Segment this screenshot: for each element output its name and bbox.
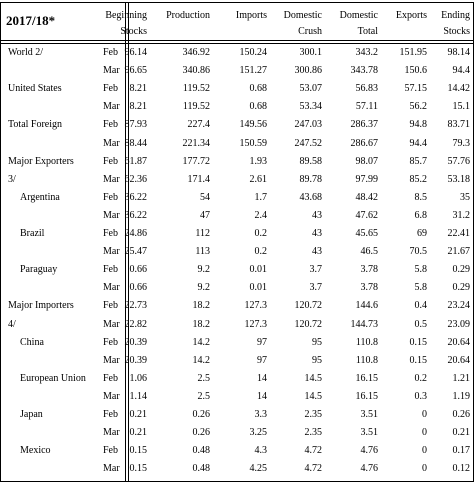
table-cell: 8.21 xyxy=(129,83,147,95)
table-cell: 2.35 xyxy=(304,427,322,439)
table-cell: 43 xyxy=(312,228,322,239)
table-cell: 286.37 xyxy=(350,119,378,131)
table-cell: 14.5 xyxy=(304,372,322,384)
table-cell: 0.12 xyxy=(452,463,470,475)
header-rule-2 xyxy=(0,43,474,44)
table-cell: 2.4 xyxy=(254,209,267,221)
table-cell: 43.68 xyxy=(299,191,322,203)
table-cell: 3.51 xyxy=(360,427,378,439)
table-cell: 5.8 xyxy=(414,282,427,294)
column-header-line1: Imports xyxy=(235,10,267,21)
table-cell: 0.17 xyxy=(452,445,470,457)
table-cell: 1.21 xyxy=(452,372,470,384)
table-cell: 6.8 xyxy=(414,209,427,221)
table-cell: 3.51 xyxy=(360,409,378,420)
table-cell: 97 xyxy=(257,336,267,348)
table-cell: 16.15 xyxy=(355,390,378,402)
table-cell: 45.65 xyxy=(355,228,378,239)
table-cell: 144.73 xyxy=(350,318,378,330)
table-cell: 0.01 xyxy=(249,282,267,294)
column-header-line1: Exports xyxy=(395,10,427,21)
row-month: Feb xyxy=(103,300,118,312)
table-cell: 96.14 xyxy=(124,47,147,58)
table-cell: 110.8 xyxy=(355,354,378,366)
table-cell: 1.14 xyxy=(129,390,147,402)
table-cell: 0.68 xyxy=(249,83,267,95)
table-cell: 0.29 xyxy=(452,264,470,276)
table-cell: 88.44 xyxy=(124,137,147,149)
row-month: Mar xyxy=(103,354,120,366)
row-month: Feb xyxy=(103,228,118,239)
table-cell: 0.66 xyxy=(129,264,147,276)
column-header-line2: Total xyxy=(357,26,378,37)
table-cell: 57.15 xyxy=(404,83,427,95)
row-month: Feb xyxy=(103,409,118,420)
row-label: United States xyxy=(8,83,62,95)
row-label: European Union xyxy=(20,372,86,384)
table-cell: 343.78 xyxy=(350,65,378,77)
row-month: Mar xyxy=(103,173,120,185)
table-cell: 0.5 xyxy=(414,318,427,330)
table-cell: 2.5 xyxy=(197,372,210,384)
row-label: Mexico xyxy=(20,445,51,457)
table-cell: 150.59 xyxy=(239,137,267,149)
table-cell: 0.26 xyxy=(452,409,470,420)
table-cell: 149.56 xyxy=(239,119,267,131)
table-cell: 53.07 xyxy=(299,83,322,95)
table-cell: 3.25 xyxy=(249,427,267,439)
row-label: 4/ xyxy=(8,318,16,330)
table-cell: 0.4 xyxy=(414,300,427,312)
table-cell: 21.67 xyxy=(447,246,470,258)
header-rule-1 xyxy=(0,40,474,41)
column-header-line1: Domestic xyxy=(283,10,322,21)
row-month: Feb xyxy=(103,119,118,131)
column-header-line2: Crush xyxy=(298,26,322,37)
row-month: Feb xyxy=(103,372,118,384)
table-cell: 300.1 xyxy=(299,47,322,58)
table-cell: 221.34 xyxy=(182,137,210,149)
table-cell: 0 xyxy=(422,463,427,475)
table-cell: 56.2 xyxy=(409,101,427,113)
row-month: Mar xyxy=(103,65,120,77)
table-cell: 98.07 xyxy=(355,155,378,167)
table-cell: 227.4 xyxy=(187,119,210,131)
table-cell: 247.03 xyxy=(294,119,322,131)
column-header-line1: Ending xyxy=(441,10,470,21)
table-cell: 48.42 xyxy=(355,191,378,203)
row-month: Mar xyxy=(103,246,120,258)
table-cell: 0.2 xyxy=(414,372,427,384)
table-cell: 346.92 xyxy=(182,47,210,58)
table-cell: 0.15 xyxy=(129,463,147,475)
table-cell: 85.7 xyxy=(409,155,427,167)
table-cell: 46.5 xyxy=(360,246,378,258)
table-cell: 0.3 xyxy=(414,390,427,402)
table-cell: 4.72 xyxy=(304,445,322,457)
table-cell: 24.86 xyxy=(124,228,147,239)
table-cell: 9.2 xyxy=(197,264,210,276)
row-month: Mar xyxy=(103,282,120,294)
table-cell: 97 xyxy=(257,354,267,366)
table-cell: 95 xyxy=(312,336,322,348)
left-border xyxy=(0,2,1,481)
row-month: Feb xyxy=(103,445,118,457)
table-cell: 79.3 xyxy=(452,137,470,149)
table-cell: 1.19 xyxy=(452,390,470,402)
table-cell: 0 xyxy=(422,409,427,420)
table-cell: 20.64 xyxy=(447,354,470,366)
row-label: Brazil xyxy=(20,228,45,239)
table-cell: 14 xyxy=(257,390,267,402)
table-cell: 22.41 xyxy=(447,228,470,239)
table-cell: 151.27 xyxy=(239,65,267,77)
table-cell: 23.09 xyxy=(447,318,470,330)
row-label: 3/ xyxy=(8,173,16,185)
table-cell: 22.82 xyxy=(124,318,147,330)
table-cell: 119.52 xyxy=(182,83,210,95)
table-cell: 4.25 xyxy=(249,463,267,475)
column-header-line2: Stocks xyxy=(120,26,147,37)
table-cell: 300.86 xyxy=(294,65,322,77)
table-cell: 4.76 xyxy=(360,445,378,457)
table-cell: 2.5 xyxy=(197,390,210,402)
table-cell: 112 xyxy=(195,228,210,239)
column-header-line2: Stocks xyxy=(443,26,470,37)
row-month: Feb xyxy=(103,155,118,167)
table-cell: 3.3 xyxy=(254,409,267,420)
table-cell: 343.2 xyxy=(355,47,378,58)
table-cell: 3.7 xyxy=(309,282,322,294)
table-cell: 0.2 xyxy=(254,228,267,239)
table-cell: 18.2 xyxy=(192,318,210,330)
table-cell: 36.22 xyxy=(124,209,147,221)
table-cell: 0.21 xyxy=(129,427,147,439)
table-cell: 47.62 xyxy=(355,209,378,221)
table-cell: 57.11 xyxy=(355,101,378,113)
table-cell: 1.7 xyxy=(254,191,267,203)
table-cell: 53.18 xyxy=(447,173,470,185)
table-cell: 144.6 xyxy=(355,300,378,312)
table-cell: 120.72 xyxy=(294,318,322,330)
table-cell: 31.2 xyxy=(452,209,470,221)
table-cell: 94.4 xyxy=(409,137,427,149)
table-cell: 85.2 xyxy=(409,173,427,185)
table-cell: 69 xyxy=(417,228,427,239)
table-title: 2017/18* xyxy=(6,13,56,28)
table-cell: 14.42 xyxy=(447,83,470,95)
table-cell: 151.95 xyxy=(399,47,427,58)
table-cell: 0.48 xyxy=(192,463,210,475)
table-cell: 15.1 xyxy=(452,101,470,113)
row-month: Feb xyxy=(103,264,118,276)
table-cell: 8.5 xyxy=(414,191,427,203)
row-month: Mar xyxy=(103,463,120,475)
table-cell: 56.83 xyxy=(355,83,378,95)
row-label: Major Exporters xyxy=(8,155,74,167)
table-cell: 0 xyxy=(422,427,427,439)
table-cell: 18.2 xyxy=(192,300,210,312)
table-cell: 25.47 xyxy=(124,246,147,258)
table-cell: 113 xyxy=(195,246,210,258)
table-cell: 150.24 xyxy=(239,47,267,58)
table-cell: 171.4 xyxy=(187,173,210,185)
table-cell: 0.26 xyxy=(192,427,210,439)
table-cell: 247.52 xyxy=(294,137,322,149)
row-label: Japan xyxy=(20,409,43,420)
column-header-line1: Beginning xyxy=(105,10,147,21)
row-month: Feb xyxy=(103,336,118,348)
table-cell: 96.65 xyxy=(124,65,147,77)
table-cell: 340.86 xyxy=(182,65,210,77)
table-cell: 286.67 xyxy=(350,137,378,149)
row-month: Mar xyxy=(103,137,120,149)
table-cell: 89.78 xyxy=(299,173,322,185)
table-cell: 120.72 xyxy=(294,300,322,312)
table-cell: 16.15 xyxy=(355,372,378,384)
row-label: World 2/ xyxy=(8,47,44,58)
table-cell: 2.61 xyxy=(249,173,267,185)
table-cell: 83.71 xyxy=(447,119,470,131)
table-cell: 3.78 xyxy=(360,264,378,276)
table-cell: 23.24 xyxy=(447,300,470,312)
table-cell: 20.64 xyxy=(447,336,470,348)
row-month: Mar xyxy=(103,209,120,221)
column-header-line1: Production xyxy=(166,10,210,21)
table-cell: 70.5 xyxy=(409,246,427,258)
table-cell: 0.48 xyxy=(192,445,210,457)
row-month: Mar xyxy=(103,318,120,330)
table-cell: 0.29 xyxy=(452,282,470,294)
row-month: Mar xyxy=(103,101,120,113)
table-cell: 0 xyxy=(422,445,427,457)
table-cell: 0.21 xyxy=(129,409,147,420)
row-month: Feb xyxy=(103,83,118,95)
table-cell: 47 xyxy=(200,209,210,221)
table-cell: 0.01 xyxy=(249,264,267,276)
table-cell: 14.2 xyxy=(192,354,210,366)
table-cell: 53.34 xyxy=(299,101,322,113)
table-cell: 57.76 xyxy=(447,155,470,167)
table-cell: 110.8 xyxy=(355,336,378,348)
table-cell: 20.39 xyxy=(124,336,147,348)
table-cell: 14.5 xyxy=(304,390,322,402)
table-cell: 36.22 xyxy=(124,191,147,203)
table-cell: 94.8 xyxy=(409,119,427,131)
table-cell: 5.8 xyxy=(414,264,427,276)
row-label: China xyxy=(20,336,44,348)
table-cell: 0.66 xyxy=(129,282,147,294)
table-cell: 0.2 xyxy=(254,246,267,258)
table-cell: 0.15 xyxy=(409,354,427,366)
table-cell: 61.87 xyxy=(124,155,147,167)
column-header-line1: Domestic xyxy=(339,10,378,21)
table-cell: 1.93 xyxy=(249,155,267,167)
table-cell: 97.99 xyxy=(355,173,378,185)
table-cell: 20.39 xyxy=(124,354,147,366)
row-label: Major Importers xyxy=(8,300,74,312)
table-cell: 14.2 xyxy=(192,336,210,348)
row-label: Total Foreign xyxy=(8,119,63,131)
table-cell: 22.73 xyxy=(124,300,147,312)
table-cell: 43 xyxy=(312,209,322,221)
row-month: Mar xyxy=(103,427,120,439)
table-cell: 43 xyxy=(312,246,322,258)
table-cell: 119.52 xyxy=(182,101,210,113)
bottom-rule xyxy=(0,481,474,482)
table-cell: 177.72 xyxy=(182,155,210,167)
table-cell: 98.14 xyxy=(447,47,470,58)
table-cell: 0.26 xyxy=(192,409,210,420)
table-cell: 9.2 xyxy=(197,282,210,294)
row-month: Feb xyxy=(103,47,118,58)
row-month: Feb xyxy=(103,191,118,203)
table-cell: 0.15 xyxy=(129,445,147,457)
table-cell: 3.78 xyxy=(360,282,378,294)
row-label: Paraguay xyxy=(20,264,58,276)
row-label: Argentina xyxy=(20,191,60,203)
table-cell: 95 xyxy=(312,354,322,366)
table-cell: 87.93 xyxy=(124,119,147,131)
table-cell: 1.06 xyxy=(129,372,147,384)
table-cell: 8.21 xyxy=(129,101,147,113)
table-cell: 0.15 xyxy=(409,336,427,348)
table-cell: 89.58 xyxy=(299,155,322,167)
table-cell: 0.21 xyxy=(452,427,470,439)
table-cell: 0.68 xyxy=(249,101,267,113)
table-cell: 3.7 xyxy=(309,264,322,276)
table-cell: 150.6 xyxy=(404,65,427,77)
top-rule xyxy=(0,2,474,3)
table-cell: 54 xyxy=(200,191,210,203)
table-cell: 127.3 xyxy=(244,318,267,330)
table-cell: 4.72 xyxy=(304,463,322,475)
table-cell: 35 xyxy=(460,191,470,203)
table-cell: 14 xyxy=(257,372,267,384)
table-cell: 94.4 xyxy=(452,65,470,77)
table-cell: 4.76 xyxy=(360,463,378,475)
row-month: Mar xyxy=(103,390,120,402)
table-cell: 62.36 xyxy=(124,173,147,185)
table-cell: 2.35 xyxy=(304,409,322,420)
table-cell: 4.3 xyxy=(254,445,267,457)
table-cell: 127.3 xyxy=(244,300,267,312)
